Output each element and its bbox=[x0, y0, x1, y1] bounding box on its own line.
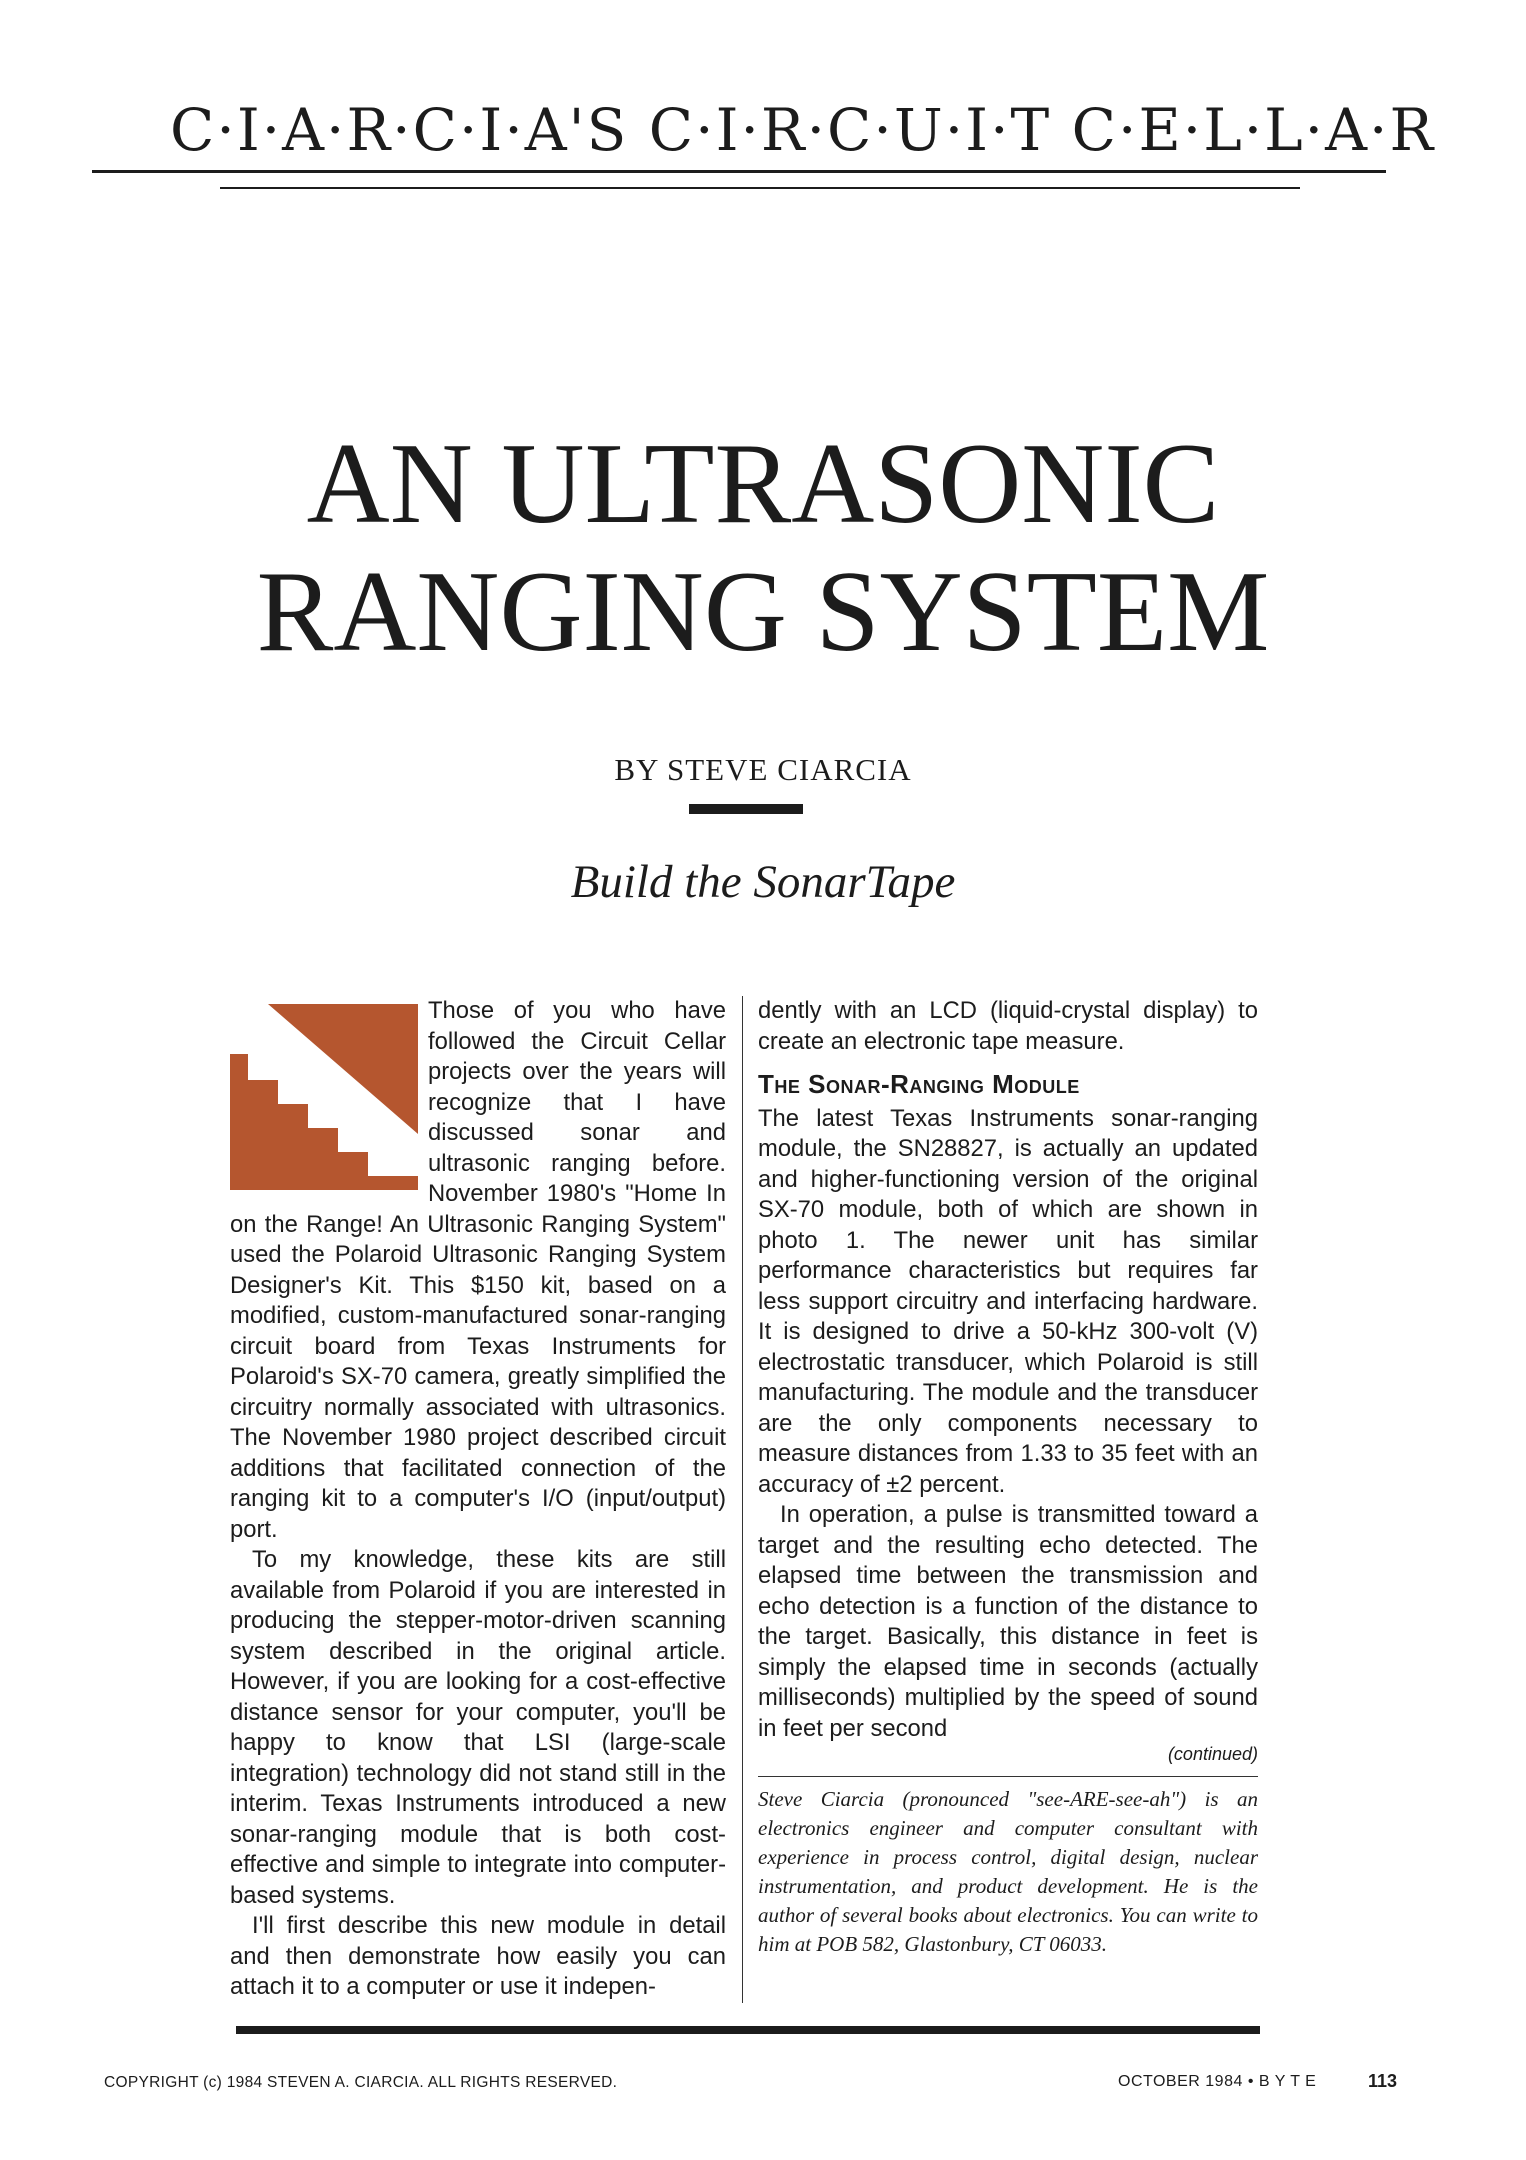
article-title bbox=[100, 420, 1426, 676]
paragraph: dently with an LCD (liquid-crystal display) to create an electronic tape measure. bbox=[758, 997, 1258, 1055]
continued-note: (continued) bbox=[1167, 1744, 1258, 1764]
bio-rule bbox=[758, 1776, 1258, 1777]
title-line-2: RANGING SYSTEM bbox=[256, 548, 1270, 675]
issue-date: OCTOBER 1984 • B Y T E bbox=[1118, 2073, 1317, 2090]
subtitle: Build the SonarTape bbox=[570, 856, 956, 908]
left-column bbox=[230, 996, 726, 2003]
footer-rule bbox=[236, 2026, 1260, 2034]
column-header: C·I·A·R·C·I·A'S C·I·R·C·U·I·T C·E·L·L·A·R bbox=[170, 96, 1436, 164]
byline-rule bbox=[689, 804, 803, 814]
header-rule-thin bbox=[220, 187, 1300, 189]
column-divider bbox=[742, 996, 743, 2003]
staircase-ornament-icon bbox=[230, 1000, 418, 1190]
header-rule bbox=[92, 170, 1386, 173]
paragraph: Those of you who have followed the Circuit Cellar projects over the years will recognize that I have discussed sonar and ultrasonic ranging before. November 1980's "Home In on the Range! An Ultrasonic Ranging System" used the Polaroid Ultrasonic Ranging System Designer's Kit. This $150 kit, based on a modified, custom-manufactured sonar-ranging circuit board from Texas Instruments for Polaroid's SX-70 camera, greatly simplified the circuitry normally associated with ultrasonics. The November 1980 project described circuit additions that facilitated connection of the ranging kit to a computer's I/O (input/output) port. bbox=[230, 997, 726, 1543]
paragraph: To my knowledge, these kits are still available from Polaroid if you are interested in producing the stepper-motor-driven scanning system described in the original article. However, if you are looking for a cost-effective distance sensor for your computer, you'll be happy to know that LSI (large-scale integration) technology did not stand still in the interim. Texas Instruments introduced a new sonar-ranging module that is both cost-effective and simple to integrate into computer-based systems. bbox=[230, 1546, 726, 1909]
title-line-1: AN ULTRASONIC bbox=[306, 420, 1220, 547]
page-number: 113 bbox=[1368, 2071, 1398, 2091]
right-column bbox=[758, 996, 1258, 1959]
author-bio: Steve Ciarcia (pronounced "see-ARE-see-ah") is an electronics engineer and computer consultant with experience in process control, digital design, nuclear instrumentation, and product development. He is the author of several books about electronics. You can write to him at POB 582, Glastonbury, CT 06033. bbox=[758, 1787, 1258, 1956]
paragraph: The latest Texas Instruments sonar-ranging module, the SN28827, is actually an updated and higher-functioning version of the original SX-70 module, both of which are shown in photo 1. The newer unit has similar performance characteristics but requires far less support circuitry and interfacing hardware. It is designed to drive a 50-kHz 300-volt (V) electrostatic transducer, which Polaroid is still manufacturing. The module and the transducer are the only components necessary to measure distances from 1.33 to 35 feet with an accuracy of ±2 percent. bbox=[758, 1104, 1258, 1498]
section-heading: The Sonar-Ranging Module bbox=[758, 1069, 1080, 1099]
paragraph: I'll first describe this new module in detail and then demonstrate how easily you can attach it to a computer or use it indepen- bbox=[230, 1912, 726, 2000]
byline: BY STEVE CIARCIA bbox=[614, 752, 912, 787]
copyright-notice: COPYRIGHT (c) 1984 STEVEN A. CIARCIA. ALL RIGHTS RESERVED. bbox=[104, 2074, 618, 2091]
paragraph: In operation, a pulse is transmitted toward a target and the resulting echo detected. The elapsed time between the transmission and echo detection is a function of the distance to the target. Basically, this distance in feet is simply the elapsed time in seconds (actually milliseconds) multiplied by the speed of sound in feet per second bbox=[758, 1501, 1258, 1742]
